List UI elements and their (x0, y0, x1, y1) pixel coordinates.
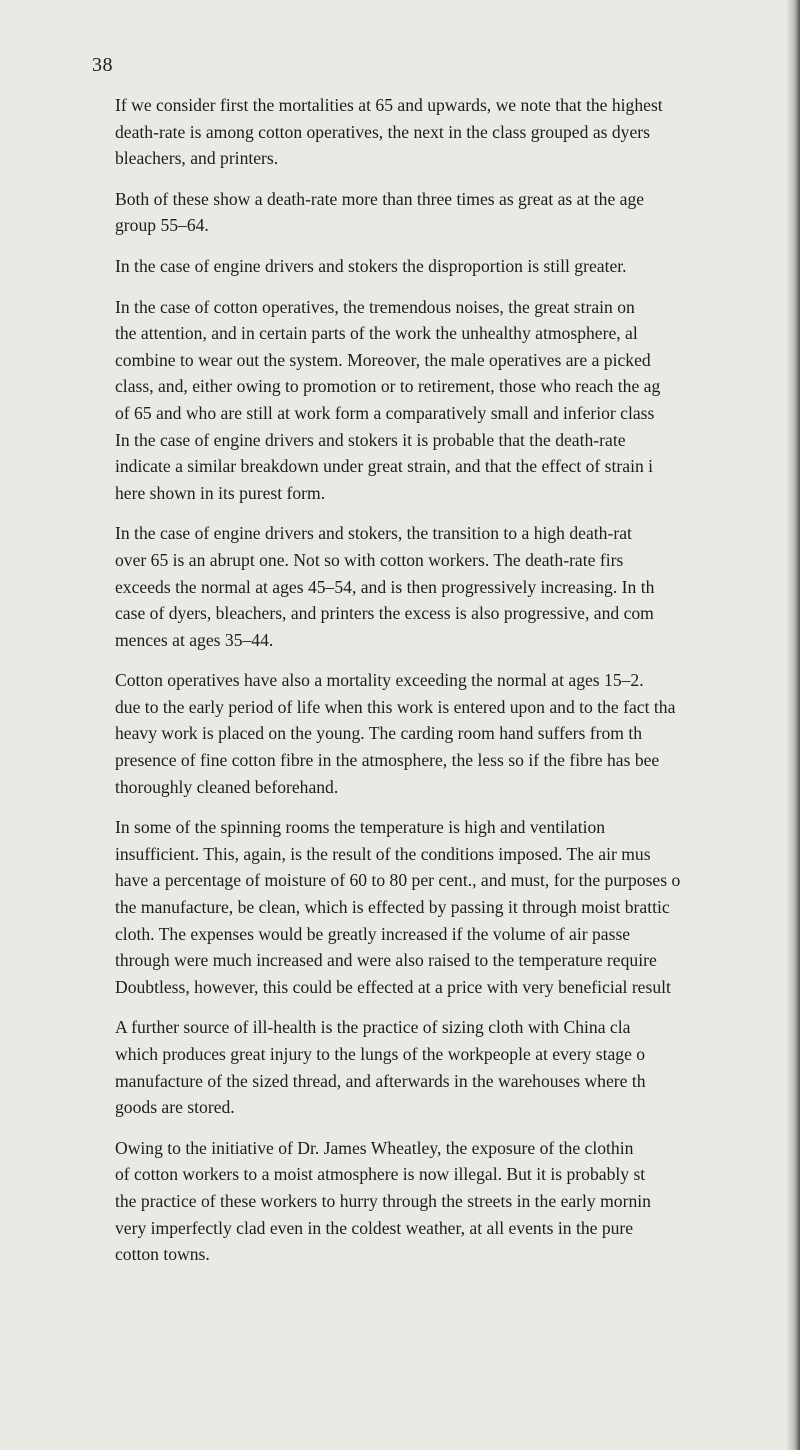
paragraph: Owing to the initiative of Dr. James Wheatley, the exposure of the clothin of cotton workers to a moist atmosphere is now illegal. But it is probably st the practice of these workers to hurry through the streets in the early mornin very imperfectly clad even in the coldest weather, at all events in the pure cotton towns. (115, 1137, 651, 1265)
paragraph: Both of these show a death-rate more than three times as great as at the age group 55–64. (115, 188, 645, 236)
paragraph: In some of the spinning rooms the temperature is high and ventilation insufficient. This, again, is the result of the conditions imposed. The air mus have a percentage of moisture of 60 to 80 per cent., and must, for the purposes o the manufacture, be clean, which is effected by passing it through moist brattic cloth. The expenses would be greatly increased if the volume of air passe through were much increased and were also raised to the temperature require Doubtless, however, this could be effected at a price with very beneficial result (115, 817, 681, 997)
body-text (115, 92, 795, 1282)
paragraph: A further source of ill-health is the practice of sizing cloth with China cla which produces great injury to the lungs of the workpeople at every stage o manufacture of the sized thread, and afterwards in the warehouses where th goods are stored. (115, 1017, 646, 1118)
paragraph: In the case of engine drivers and stokers, the transition to a high death-rat over 65 is an abrupt one. Not so with cotton workers. The death-rate firs exceeds the normal at ages 45–54, and is then progressively increasing. In th case of dyers, bleachers, and printers the excess is also progressive, and com mences at ages 35–44. (115, 523, 655, 650)
paragraph: Cotton operatives have also a mortality exceeding the normal at ages 15–2. due to the early period of life when this work is entered upon and to the fact tha heavy work is placed on the young. The carding room hand suffers from th presence of fine cotton fibre in the atmosphere, the less so if the fibre has bee thoroughly cleaned beforehand. (115, 670, 676, 797)
paragraph: In the case of engine drivers and stokers the disproportion is still greater. (115, 255, 627, 276)
paragraph: If we consider first the mortalities at 65 and upwards, we note that the highest death-rate is among cotton operatives, the next in the class grouped as dyers bleachers, and printers. (115, 95, 663, 169)
page-number: 38 (92, 54, 113, 76)
paragraph: In the case of cotton operatives, the tremendous noises, the great strain on the attention, and in certain parts of the work the unhealthy atmosphere, al combine to wear out the system. Moreover, the male operatives are a picked class, and, either owing to promotion or to retirement, those who reach the ag of 65 and who are still at work form a comparatively small and inferior class In the case of engine drivers and stokers it is probable that the death-rate indicate a similar breakdown under great strain, and that the effect of strain i here shown in its purest form. (115, 296, 661, 503)
